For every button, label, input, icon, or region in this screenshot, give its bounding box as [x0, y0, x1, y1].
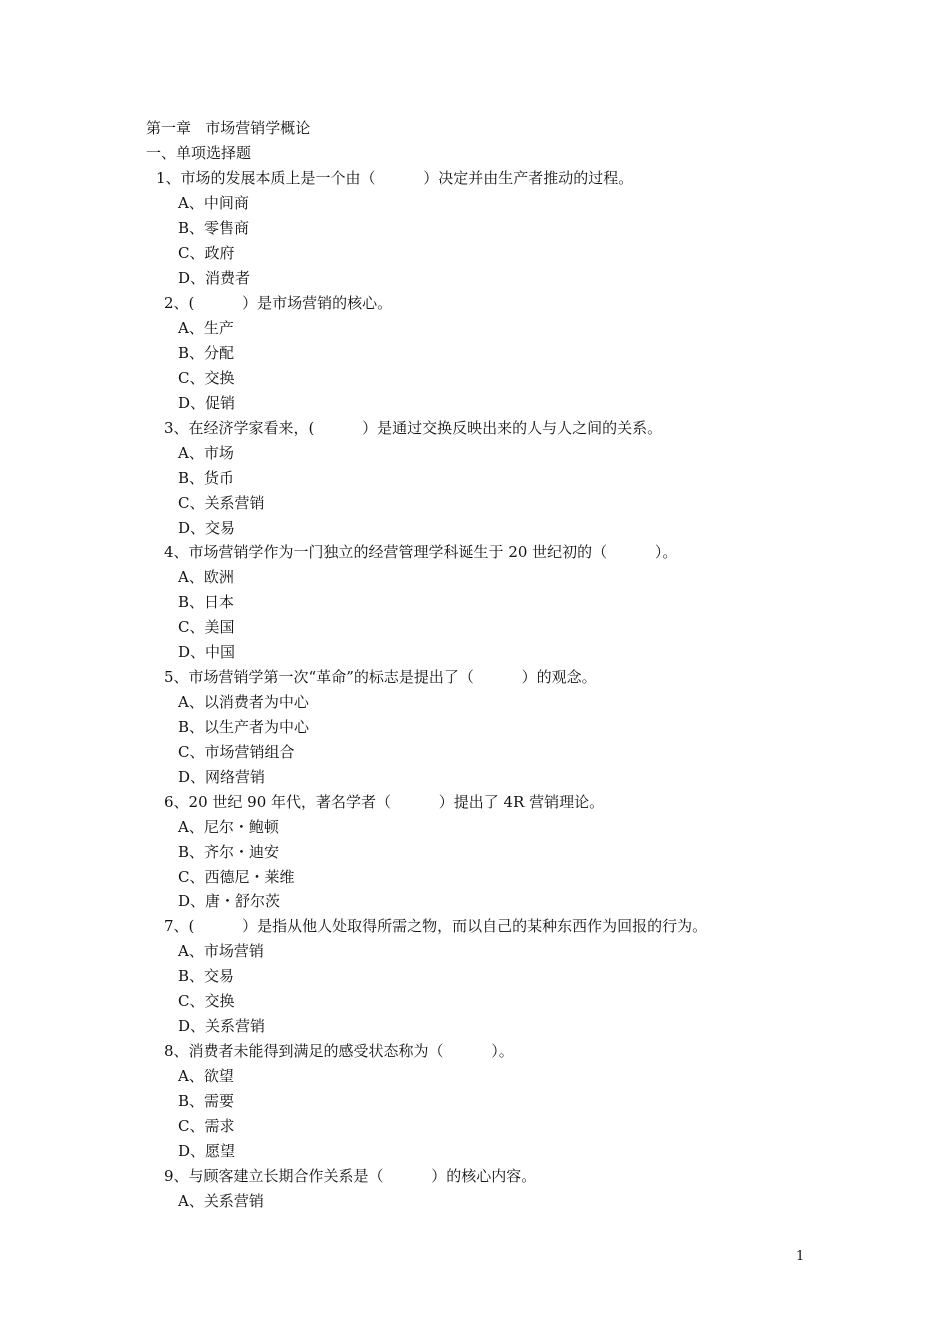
option-8b: B、需要	[178, 1092, 235, 1110]
option-5a: A、以消费者为中心	[178, 693, 309, 711]
option-1c: C、政府	[178, 244, 235, 262]
chapter-title: 第一章 市场营销学概论	[146, 119, 311, 137]
option-5b: B、以生产者为中心	[178, 718, 310, 736]
question-5: 5、市场营销学第一次“革命”的标志是提出了（ ）的观念。	[164, 668, 597, 686]
option-8a: A、欲望	[178, 1067, 234, 1085]
option-3d: D、交易	[178, 519, 236, 537]
question-2: 2、( ）是市场营销的核心。	[164, 294, 393, 312]
option-7c: C、交换	[178, 992, 235, 1010]
question-4: 4、市场营销学作为一门独立的经营管理学科诞生于 20 世纪初的（ ）。	[164, 543, 678, 561]
question-6: 6、20 世纪 90 年代，著名学者（ ）提出了 4R 营销理论。	[164, 793, 605, 811]
option-8d: D、愿望	[178, 1142, 236, 1160]
option-6d: D、唐・舒尔茨	[178, 892, 281, 910]
option-5d: D、网络营销	[178, 768, 266, 786]
question-8: 8、消费者未能得到满足的感受状态称为（ ）。	[164, 1042, 514, 1060]
section-title: 一、单项选择题	[146, 144, 252, 162]
option-2d: D、促销	[178, 394, 236, 412]
question-3: 3、在经济学家看来，( ）是通过交换反映出来的人与人之间的关系。	[164, 419, 663, 437]
option-6c: C、西德尼・莱维	[178, 868, 295, 886]
option-3b: B、货币	[178, 469, 235, 487]
option-1b: B、零售商	[178, 219, 250, 237]
option-1a: A、中间商	[178, 194, 249, 212]
option-4c: C、美国	[178, 618, 235, 636]
option-7b: B、交易	[178, 967, 235, 985]
option-6a: A、尼尔・鲍顿	[178, 818, 279, 836]
option-8c: C、需求	[178, 1117, 235, 1135]
page-number: 1	[796, 1249, 805, 1264]
question-1: 1、市场的发展本质上是一个由（ ）决定并由生产者推动的过程。	[156, 169, 634, 187]
option-2b: B、分配	[178, 344, 235, 362]
question-9: 9、与顾客建立长期合作关系是（ ）的核心内容。	[164, 1167, 537, 1185]
option-2a: A、生产	[178, 319, 234, 337]
option-2c: C、交换	[178, 369, 235, 387]
option-7a: A、市场营销	[178, 942, 264, 960]
option-6b: B、齐尔・迪安	[178, 843, 280, 861]
option-7d: D、关系营销	[178, 1017, 266, 1035]
option-4a: A、欧洲	[178, 568, 234, 586]
option-1d: D、消费者	[178, 269, 251, 287]
option-4d: D、中国	[178, 643, 236, 661]
question-7: 7、( ）是指从他人处取得所需之物，而以自己的某种东西作为回报的行为。	[164, 917, 708, 935]
option-3a: A、市场	[178, 444, 234, 462]
option-4b: B、日本	[178, 593, 235, 611]
option-3c: C、关系营销	[178, 494, 265, 512]
option-5c: C、市场营销组合	[178, 743, 295, 761]
option-9a: A、关系营销	[178, 1192, 264, 1210]
